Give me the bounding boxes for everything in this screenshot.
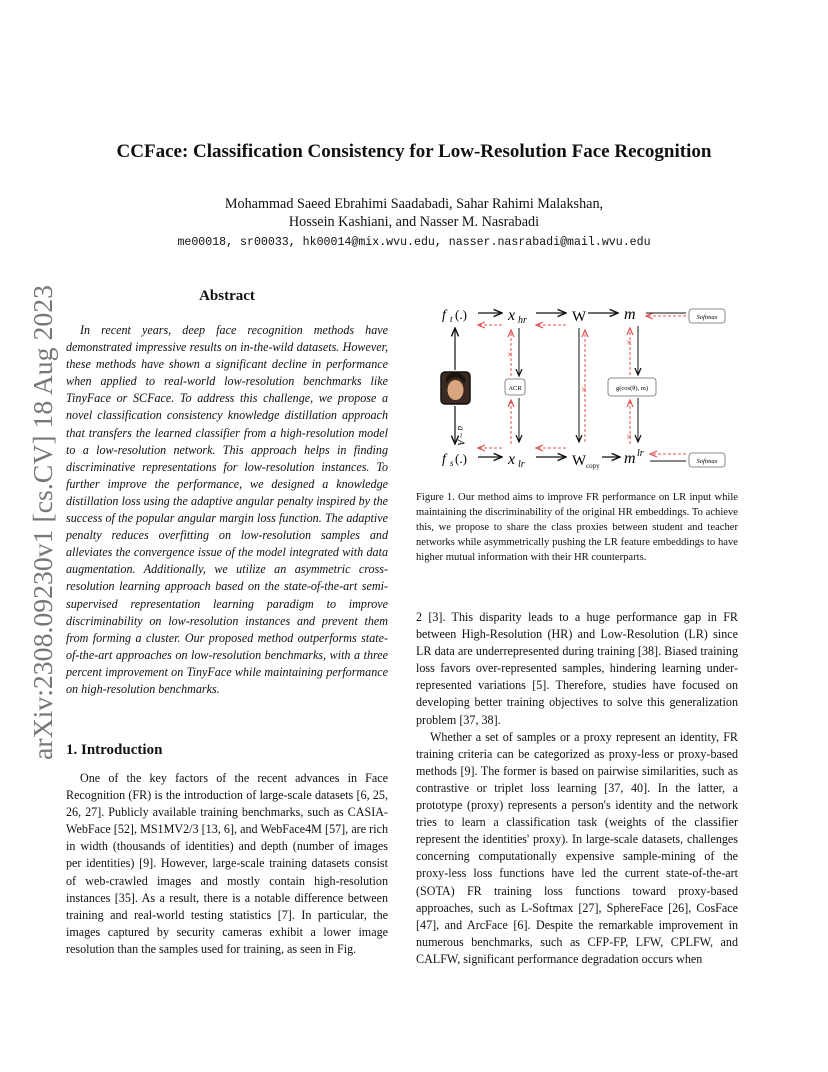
softmax-top-label: Softmax <box>696 314 718 321</box>
svg-text:t: t <box>450 314 453 324</box>
abstract-heading: Abstract <box>199 288 255 304</box>
introduction-body: One of the key factors of the recent advances in Face Recognition (FR) is the introduction of large-scale datasets [6, 25, 26, 27]. Publicly available training benchmarks, such as CASIA-WebFace [52], MS1MV2/3 [13, 6], and WebFace4M [57], are rich in width (thousands of identities) and depth (number of images per identities) [9]. However, large-scale training datasets consist of web-crawled images and mostly contain high-resolution instances [35]. As a result, there is a notable difference between training and real-world testing statistics [7]. In particular, the images captured by security cameras exhibit a lower image resolution than the samples used for training, as seen in Fig. <box>66 771 388 956</box>
lr-margin-label <box>624 448 644 467</box>
margin-label: m <box>624 306 636 323</box>
svg-text:hr: hr <box>518 315 527 326</box>
right-column-paragraph-2: Whether a set of samples or a proxy represent an identity, FR training criteria can be categorized as proxy-less or proxy-based methods [9]. The former is based on pairwise similarities, such as contrastive or triplet loss learning [37, 40]. In the latter, a prototype (proxy) represents a person's identity and the network tries to learn a classification task (weights of the classifier represent the identities' proxy). In large-scale datasets, challenges concerning computationally expensive sample-mining of the proxy-less loss functions have led the current state-of-the-art (SOTA) FR training loss functions toward proxy-based approaches, such as L-Softmax [27], SphereFace [26], CosFace [47], and ArcFace [6]. Despite the remarkable improvement in numerous benchmarks, such as CFP-FP, LFW, CPLFW, and CALFW, significant performance degradation occurs when <box>416 729 738 966</box>
figure-1-caption: Figure 1. Our method aims to improve FR performance on LR input while maintaining the discriminability of the original HR embeddings. To achieve this, we propose to share the class proxies between student and teacher networks while asymmetrically pushing the LR feature embeddings to have higher mutual information with their HR counterparts. <box>416 492 738 563</box>
lr-embedding-label <box>507 451 525 470</box>
figure-1-diagram <box>438 300 738 476</box>
svg-text:(.): (.) <box>455 451 467 466</box>
svg-text:lr: lr <box>518 459 525 470</box>
svg-text:(.): (.) <box>455 307 467 322</box>
svg-text:copy: copy <box>586 462 600 470</box>
face-image <box>441 372 470 404</box>
arxiv-stamp-text: arXiv:2308.09230v1 [cs.CV] 18 Aug 2023 <box>27 289 58 760</box>
svg-text:s: s <box>450 458 454 468</box>
introduction-heading: 1. Introduction <box>66 742 163 758</box>
arxiv-stamp <box>22 282 62 760</box>
right-column-paragraph-1: 2 [3]. This disparity leads to a huge performance gap in FR between High-Resolution (HR) and Low-Resolution (LR) since LR data are underrepresented during training [38]. Biased training loss favors over-represented samples, hindering learning under-represented variations [5]. Therefore, studies have focused on developing better training objectives to solve this generalization problem [37, 38]. <box>416 610 738 727</box>
acr-label: ACR <box>508 385 522 392</box>
stop-gradient-cross-1: × <box>507 349 514 361</box>
margin-function-label: g(cos(θ), m) <box>616 385 648 392</box>
svg-text:W: W <box>572 453 587 469</box>
copied-weights-label <box>572 453 600 470</box>
teacher-network-label <box>442 307 467 324</box>
abstract-body: In recent years, deep face recognition methods have demonstrated impressive results on in-the-wild datasets. However, these methods have shown a significant decline in performance when applied to real-world low-resolution benchmarks like TinyFace or SCFace. To address this challenge, we propose a novel classification consistency knowledge distillation approach that transfers the learned classifier from a high-resolution model to a low-resolution network. This approach helps in finding discriminative representations for low-resolution instances. To further improve the performance, we designed a knowledge distillation loss using the adaptive angular penalty inspired by the success of the popular angular margin loss function. The adaptive penalty reduces overfitting on low-resolution samples and alleviates the convergence issue of the model integrated with data augmentation. Additionally, we utilize an asymmetric cross-resolution learning approach based on the state-of-the-art semi-supervised representation learning paradigm to improve discriminability on low-resolution instances and prevent them from forming a cluster. Our proposed method outperforms state-of-the-art approaches on low-resolution benchmarks, with a three percent improvement on TinyFace while maintaining performance on high-resolution benchmarks. <box>66 323 388 696</box>
svg-text:f: f <box>442 308 446 323</box>
svg-text:f: f <box>442 452 446 467</box>
classifier-weights-label: W <box>572 309 587 325</box>
svg-text:lr: lr <box>637 448 644 459</box>
stop-gradient-cross-2: × <box>581 384 588 396</box>
paper-title: CCFace: Classification Consistency for Low-Resolution Face Recognition <box>116 141 712 162</box>
svg-text:x: x <box>508 307 516 324</box>
svg-text:x: x <box>508 451 516 468</box>
hr-embedding-label <box>507 307 527 326</box>
authors-line-2: Hossein Kashiani, and Nasser M. Nasrabadi <box>288 214 540 230</box>
student-network-label <box>442 451 467 468</box>
author-emails: me00018, sr00033, hk00014@mix.wvu.edu, nasser.nasrabadi@mail.wvu.edu <box>177 236 651 249</box>
svg-text:m: m <box>624 450 636 467</box>
stop-gradient-cross-3: × <box>626 337 633 349</box>
sampling-label: a ~ A <box>456 426 466 446</box>
authors-line-1: Mohammad Saeed Ebrahimi Saadabadi, Sahar Rahimi Malakshan, <box>224 196 604 212</box>
stop-gradient-cross-4: × <box>626 431 633 443</box>
softmax-bottom-label: Softmax <box>696 458 718 465</box>
